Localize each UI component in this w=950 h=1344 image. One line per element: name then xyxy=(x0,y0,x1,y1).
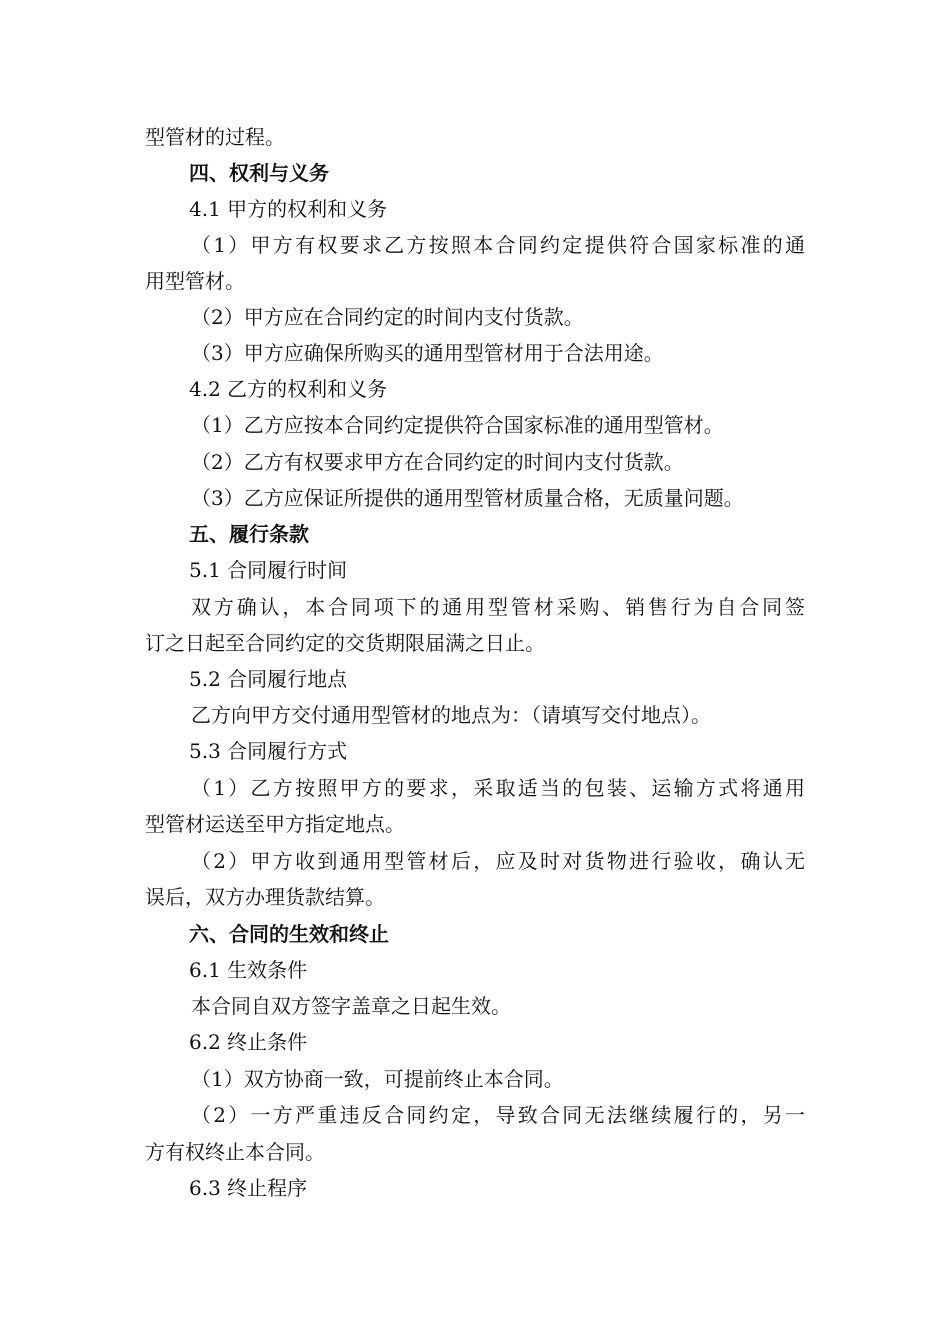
text-line: 乙方向甲方交付通用型管材的地点为：（请填写交付地点）。 xyxy=(191,703,711,727)
text-line: （2）甲方收到通用型管材后，应及时对货物进行验收，确认无 xyxy=(191,849,805,873)
subsection-heading: 4.2 乙方的权利和义务 xyxy=(189,377,388,401)
subsection-heading: 6.2 终止条件 xyxy=(189,1030,308,1054)
subsection-heading: 5.3 合同履行方式 xyxy=(189,739,348,763)
subsection-heading: 4.1 甲方的权利和义务 xyxy=(189,197,388,221)
text-line: （2）一方严重违反合同约定，导致合同无法继续履行的，另一 xyxy=(191,1103,805,1127)
text-line: 方有权终止本合同。 xyxy=(145,1140,325,1164)
text-line: 订之日起至合同约定的交货期限届满之日止。 xyxy=(145,631,545,655)
text-line: （2）乙方有权要求甲方在合同约定的时间内支付货款。 xyxy=(191,450,684,474)
text-line: 型管材的过程。 xyxy=(145,125,285,149)
text-line: 型管材运送至甲方指定地点。 xyxy=(145,812,405,836)
section-heading: 五、履行条款 xyxy=(189,522,309,546)
section-heading: 六、合同的生效和终止 xyxy=(189,922,389,946)
subsection-heading: 6.3 终止程序 xyxy=(189,1176,308,1200)
subsection-heading: 6.1 生效条件 xyxy=(189,958,308,982)
text-line: （3）甲方应确保所购买的通用型管材用于合法用途。 xyxy=(191,341,664,365)
text-line: （2）甲方应在合同约定的时间内支付货款。 xyxy=(191,305,584,329)
section-heading: 四、权利与义务 xyxy=(189,161,329,185)
text-line: （3）乙方应保证所提供的通用型管材质量合格，无质量问题。 xyxy=(191,486,744,510)
text-line: （1）乙方应按本合同约定提供符合国家标准的通用型管材。 xyxy=(191,413,724,437)
text-line: 用型管材。 xyxy=(145,269,245,293)
text-line: （1）乙方按照甲方的要求，采取适当的包装、运输方式将通用 xyxy=(191,776,805,800)
text-line: 误后，双方办理货款结算。 xyxy=(145,885,385,909)
text-line: （1）甲方有权要求乙方按照本合同约定提供符合国家标准的通 xyxy=(191,233,805,257)
text-line: 双方确认，本合同项下的通用型管材采购、销售行为自合同签 xyxy=(191,595,805,619)
subsection-heading: 5.1 合同履行时间 xyxy=(189,558,348,582)
text-line: （1）双方协商一致，可提前终止本合同。 xyxy=(191,1067,564,1091)
subsection-heading: 5.2 合同履行地点 xyxy=(189,667,348,691)
text-line: 本合同自双方签字盖章之日起生效。 xyxy=(191,994,511,1018)
